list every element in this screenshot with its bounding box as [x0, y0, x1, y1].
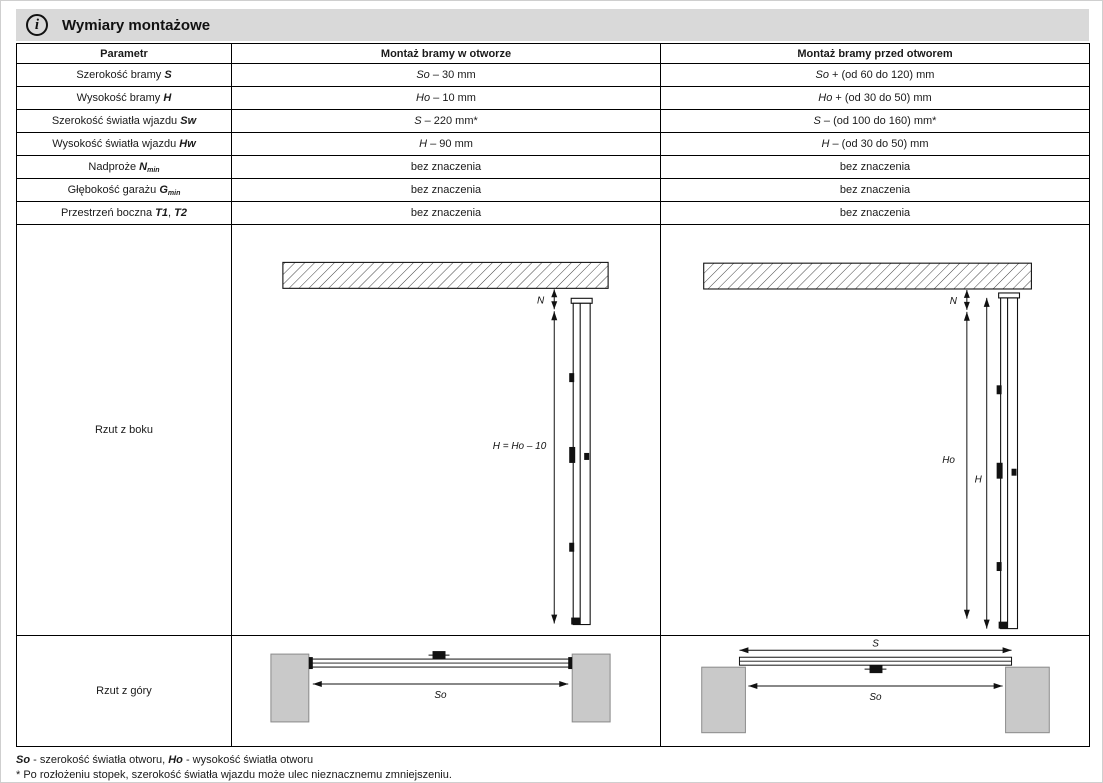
- value-cell: bez znaczenia: [661, 156, 1090, 179]
- value-cell: bez znaczenia: [232, 202, 661, 225]
- side-view-in-opening-diagram: [233, 225, 660, 635]
- side-view-row: [17, 225, 1090, 636]
- mounting-dimensions-panel: [16, 9, 1089, 783]
- table-row: [17, 156, 1090, 179]
- dimension-h: [974, 298, 989, 629]
- dimension-h: [492, 311, 556, 623]
- table-row: [17, 110, 1090, 133]
- param-cell: Przestrzeń boczna T1, T2: [17, 202, 232, 225]
- table-row: [17, 87, 1090, 110]
- table-header-row: [17, 44, 1090, 64]
- param-cell: Szerokość światła wjazdu Sw: [17, 110, 232, 133]
- door-panel-top: [308, 651, 571, 669]
- info-icon: i: [26, 14, 48, 36]
- dim-label-ho: Ho: [941, 454, 955, 466]
- door-leaf-side: [998, 293, 1019, 629]
- dimension-so: [312, 681, 567, 701]
- dim-label-h: H: [974, 474, 982, 486]
- lintel-section: [282, 262, 607, 288]
- table-row: [17, 133, 1090, 156]
- dim-label-so: So: [868, 691, 882, 703]
- side-view-in-opening-cell: [232, 225, 661, 636]
- table-row: [17, 179, 1090, 202]
- side-view-in-front-diagram: [662, 225, 1089, 635]
- dim-label-s: S: [871, 638, 879, 650]
- footnote-asterisk: * Po rozłożeniu stopek, szerokość światła wjazdu może ulec nieznacznemu zmniejszeniu.: [16, 768, 452, 781]
- dimension-n: [537, 289, 557, 309]
- top-view-row: [17, 636, 1090, 747]
- dimension-n: [949, 290, 969, 310]
- dimensions-table: [16, 43, 1090, 747]
- value-cell: H – (od 30 do 50) mm: [661, 133, 1090, 156]
- dim-label-h: H = Ho – 10: [492, 440, 546, 452]
- top-view-in-front-cell: [661, 636, 1090, 747]
- footnotes: [16, 753, 1089, 783]
- column-header-in-opening: Montaż bramy w otworze: [232, 44, 661, 64]
- dimension-s: [739, 638, 1011, 653]
- table-row: [17, 202, 1090, 225]
- footnote-legend: So - szerokość światła otworu, Ho - wysokość światła otworu: [16, 754, 314, 766]
- value-cell: bez znaczenia: [661, 179, 1090, 202]
- dimension-ho: [942, 312, 970, 619]
- top-view-in-opening-cell: [232, 636, 661, 747]
- dim-label-n: N: [536, 295, 544, 307]
- column-header-parametr: Parametr: [17, 44, 232, 64]
- diagram-row-label: Rzut z góry: [17, 636, 232, 747]
- value-cell: bez znaczenia: [232, 179, 661, 202]
- value-cell: Ho – 10 mm: [232, 87, 661, 110]
- param-cell: Szerokość bramy S: [17, 64, 232, 87]
- value-cell: Ho + (od 30 do 50) mm: [661, 87, 1090, 110]
- lintel-section: [703, 263, 1031, 289]
- value-cell: bez znaczenia: [232, 156, 661, 179]
- value-cell: H – 90 mm: [232, 133, 661, 156]
- value-cell: So – 30 mm: [232, 64, 661, 87]
- value-cell: So + (od 60 do 120) mm: [661, 64, 1090, 87]
- column-header-in-front: Montaż bramy przed otworem: [661, 44, 1090, 64]
- top-view-in-front-diagram: [662, 636, 1089, 746]
- door-panel-top: [739, 657, 1011, 673]
- param-cell: Wysokość bramy H: [17, 87, 232, 110]
- top-view-in-opening-diagram: [233, 636, 660, 746]
- section-header: [16, 9, 1089, 41]
- table-row: [17, 64, 1090, 87]
- param-cell: Wysokość światła wjazdu Hw: [17, 133, 232, 156]
- value-cell: S – 220 mm*: [232, 110, 661, 133]
- section-title: Wymiary montażowe: [62, 16, 211, 34]
- dimension-so: [748, 683, 1002, 703]
- value-cell: bez znaczenia: [661, 202, 1090, 225]
- param-cell: Nadproże Nmin: [17, 156, 232, 179]
- diagram-row-label: Rzut z boku: [17, 225, 232, 636]
- dim-label-so: So: [433, 689, 447, 701]
- param-cell: Głębokość garażu Gmin: [17, 179, 232, 202]
- side-view-in-front-cell: [661, 225, 1090, 636]
- value-cell: S – (od 100 do 160) mm*: [661, 110, 1090, 133]
- dim-label-n: N: [949, 295, 957, 307]
